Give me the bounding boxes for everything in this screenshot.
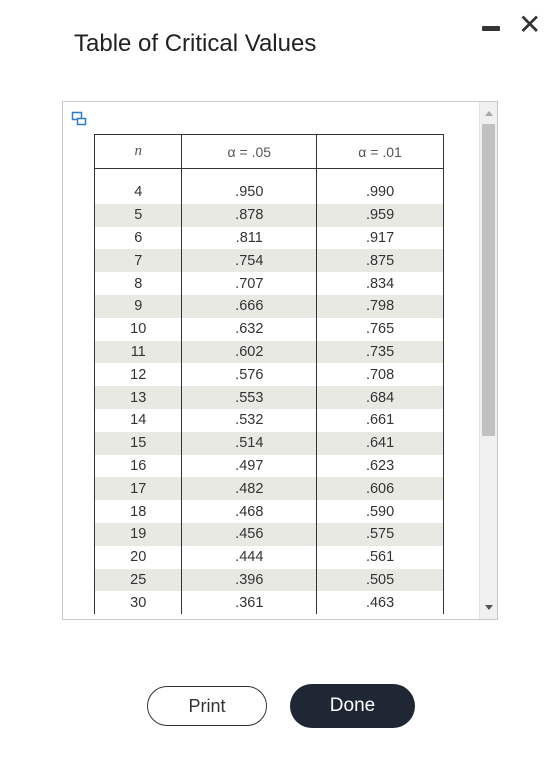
cell-n: 19 <box>95 523 182 546</box>
table-row <box>95 409 444 432</box>
cell-alpha-05: .444 <box>182 546 317 569</box>
cell-alpha-05: .576 <box>182 363 317 386</box>
cell-alpha-01: .875 <box>317 249 444 272</box>
cell-n: 11 <box>95 341 182 364</box>
cell-alpha-05: .950 <box>182 181 317 204</box>
table-row <box>95 272 444 295</box>
spacer-cell <box>182 169 317 182</box>
cell-alpha-01: .765 <box>317 318 444 341</box>
cell-alpha-05: .497 <box>182 455 317 478</box>
cell-alpha-05: .396 <box>182 569 317 592</box>
table-row <box>95 569 444 592</box>
cell-alpha-05: .602 <box>182 341 317 364</box>
cell-n: 14 <box>95 409 182 432</box>
cell-alpha-05: .707 <box>182 272 317 295</box>
table-row <box>95 341 444 364</box>
header-alpha-01: α = .01 <box>317 135 444 169</box>
cell-n: 4 <box>95 181 182 204</box>
table-row <box>95 204 444 227</box>
cell-alpha-01: .959 <box>317 204 444 227</box>
table-row <box>95 523 444 546</box>
cell-alpha-01: .623 <box>317 455 444 478</box>
table-body <box>95 169 444 615</box>
cell-alpha-01: .575 <box>317 523 444 546</box>
cell-n: 18 <box>95 500 182 523</box>
expand-icon[interactable] <box>71 111 87 127</box>
table-row <box>95 546 444 569</box>
cell-n: 25 <box>95 569 182 592</box>
cell-n: 30 <box>95 591 182 614</box>
table-row <box>95 363 444 386</box>
scroll-up-arrow-icon[interactable] <box>485 111 493 116</box>
cell-n: 6 <box>95 227 182 250</box>
cell-alpha-05: .532 <box>182 409 317 432</box>
cell-alpha-05: .878 <box>182 204 317 227</box>
header-n: n <box>95 135 182 169</box>
cell-n: 20 <box>95 546 182 569</box>
dialog-title: Table of Critical Values <box>74 30 317 57</box>
cell-alpha-05: .553 <box>182 386 317 409</box>
table-row <box>95 477 444 500</box>
table-row <box>95 432 444 455</box>
done-button[interactable]: Done <box>290 684 415 728</box>
table-viewer <box>62 101 498 620</box>
table-row <box>95 591 444 614</box>
cell-alpha-01: .684 <box>317 386 444 409</box>
cell-alpha-01: .463 <box>317 591 444 614</box>
cell-n: 12 <box>95 363 182 386</box>
table-header-row <box>95 135 444 169</box>
cell-alpha-05: .514 <box>182 432 317 455</box>
cell-alpha-01: .735 <box>317 341 444 364</box>
cell-alpha-05: .468 <box>182 500 317 523</box>
cell-alpha-05: .482 <box>182 477 317 500</box>
table-row <box>95 227 444 250</box>
cell-n: 10 <box>95 318 182 341</box>
header-alpha-05: α = .05 <box>182 135 317 169</box>
minimize-icon[interactable] <box>482 26 500 31</box>
cell-n: 8 <box>95 272 182 295</box>
cell-alpha-01: .606 <box>317 477 444 500</box>
critical-values-table <box>94 134 444 614</box>
cell-n: 13 <box>95 386 182 409</box>
vertical-scrollbar[interactable] <box>479 102 497 619</box>
table-row <box>95 455 444 478</box>
table-row <box>95 295 444 318</box>
spacer-cell <box>95 169 182 182</box>
table-spacer-row <box>95 169 444 182</box>
close-icon[interactable]: ✕ <box>518 9 542 40</box>
cell-alpha-01: .561 <box>317 546 444 569</box>
cell-alpha-05: .811 <box>182 227 317 250</box>
spacer-cell <box>317 169 444 182</box>
cell-alpha-05: .456 <box>182 523 317 546</box>
cell-alpha-01: .798 <box>317 295 444 318</box>
scroll-down-arrow-icon[interactable] <box>485 605 493 610</box>
cell-n: 17 <box>95 477 182 500</box>
table-row <box>95 500 444 523</box>
cell-alpha-05: .361 <box>182 591 317 614</box>
cell-n: 15 <box>95 432 182 455</box>
print-button[interactable]: Print <box>147 686 267 726</box>
cell-n: 7 <box>95 249 182 272</box>
table-row <box>95 318 444 341</box>
table-row <box>95 386 444 409</box>
cell-n: 9 <box>95 295 182 318</box>
cell-alpha-01: .834 <box>317 272 444 295</box>
cell-n: 16 <box>95 455 182 478</box>
cell-alpha-01: .990 <box>317 181 444 204</box>
table-row <box>95 249 444 272</box>
cell-alpha-05: .754 <box>182 249 317 272</box>
cell-alpha-01: .708 <box>317 363 444 386</box>
table-row <box>95 181 444 204</box>
cell-alpha-01: .590 <box>317 500 444 523</box>
cell-alpha-05: .632 <box>182 318 317 341</box>
critical-values-table-wrapper <box>94 134 444 614</box>
cell-alpha-05: .666 <box>182 295 317 318</box>
cell-n: 5 <box>95 204 182 227</box>
cell-alpha-01: .661 <box>317 409 444 432</box>
cell-alpha-01: .641 <box>317 432 444 455</box>
scroll-thumb[interactable] <box>482 124 495 436</box>
cell-alpha-01: .505 <box>317 569 444 592</box>
cell-alpha-01: .917 <box>317 227 444 250</box>
